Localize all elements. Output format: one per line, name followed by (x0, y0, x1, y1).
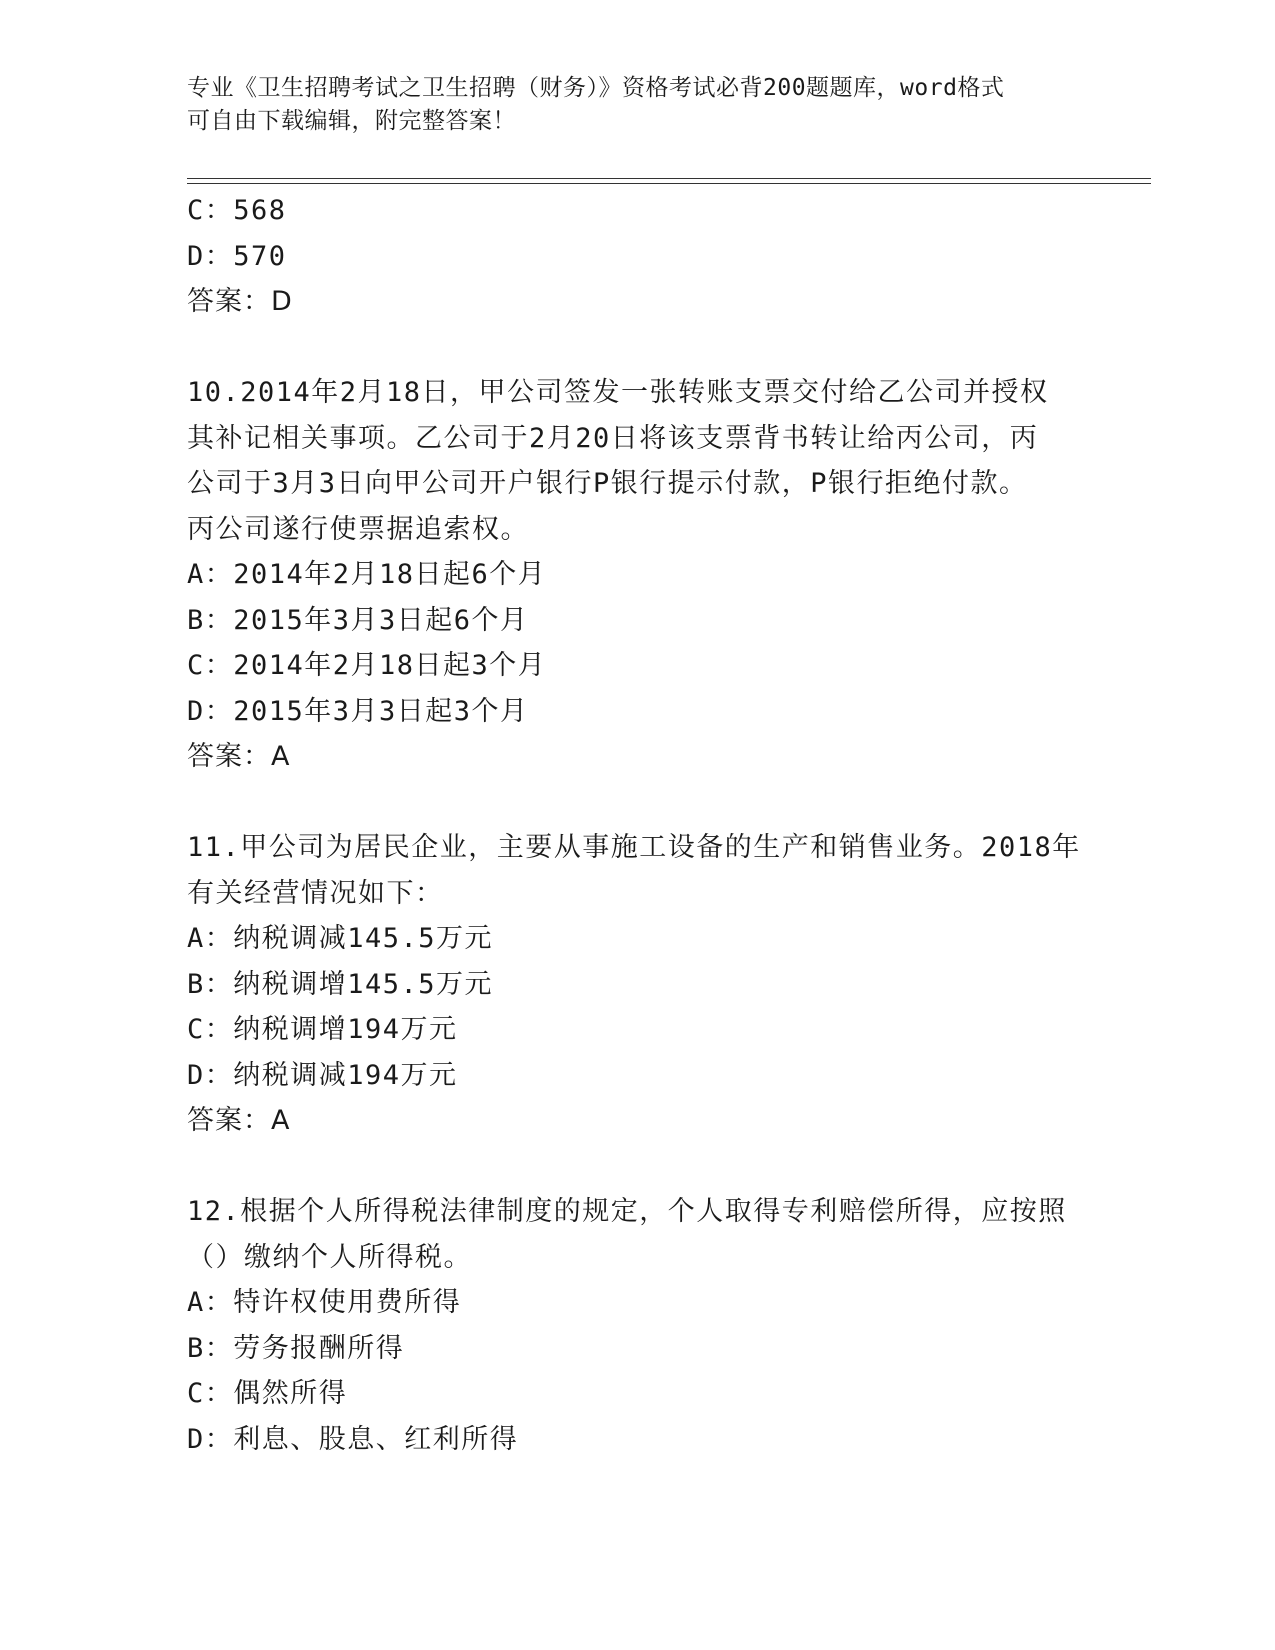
spacer (187, 325, 1087, 371)
question-text-line: （）缴纳个人所得税。 (187, 1241, 472, 1273)
option-b: B：2015年3月3日起6个月 (187, 604, 529, 636)
option-d: D：纳税调减194万元 (187, 1059, 458, 1091)
option-a: A：特许权使用费所得 (187, 1287, 462, 1318)
option-a: A：纳税调减145.5万元 (187, 923, 494, 954)
header-line-1: 专业《卫生招聘考试之卫生招聘（财务）》资格考试必背200题题库，word格式 (187, 75, 1005, 101)
spacer (187, 1144, 1087, 1190)
question-text (187, 825, 1087, 916)
option-d: D：570 (187, 240, 287, 272)
question-9 (187, 188, 1087, 325)
option-c: C：纳税调增194万元 (187, 1014, 458, 1045)
question-content (187, 188, 1087, 1462)
question-text-line: 12.根据个人所得税法律制度的规定，个人取得专利赔偿所得，应按照 (187, 1196, 1067, 1227)
question-text (187, 370, 1087, 552)
option-d: D：2015年3月3日起3个月 (187, 695, 529, 727)
option-a: A：2014年2月18日起6个月 (187, 559, 547, 590)
question-11 (187, 825, 1087, 1144)
question-text-line: 公司于3月3日向甲公司开户银行P银行提示付款，P银行拒绝付款。 (187, 468, 1028, 499)
document-header (187, 72, 1087, 138)
option-c: C：568 (187, 195, 287, 226)
question-text-line: 11.甲公司为居民企业，主要从事施工设备的生产和销售业务。2018年 (187, 832, 1081, 863)
question-text-line: 有关经营情况如下： (187, 877, 444, 909)
header-line-2: 可自由下载编辑，附完整答案！ (187, 108, 516, 134)
question-text-line: 丙公司遂行使票据追索权。 (187, 513, 529, 545)
answer-line: 答案：A (187, 1105, 291, 1136)
spacer (187, 780, 1087, 826)
answer-line: 答案：A (187, 741, 291, 772)
option-b: B：纳税调增145.5万元 (187, 968, 494, 1000)
option-d: D：利息、股息、红利所得 (187, 1423, 519, 1455)
question-10 (187, 370, 1087, 780)
header-divider-top (187, 178, 1151, 179)
question-text-line: 其补记相关事项。乙公司于2月20日将该支票背书转让给丙公司，丙 (187, 422, 1039, 454)
option-b: B：劳务报酬所得 (187, 1332, 405, 1364)
question-12 (187, 1189, 1087, 1462)
answer-line: 答案：D (187, 286, 293, 317)
question-text (187, 1189, 1087, 1280)
header-divider-bottom (187, 183, 1151, 184)
option-c: C：偶然所得 (187, 1378, 348, 1409)
question-text-line: 10.2014年2月18日，甲公司签发一张转账支票交付给乙公司并授权 (187, 377, 1049, 408)
option-c: C：2014年2月18日起3个月 (187, 650, 547, 681)
